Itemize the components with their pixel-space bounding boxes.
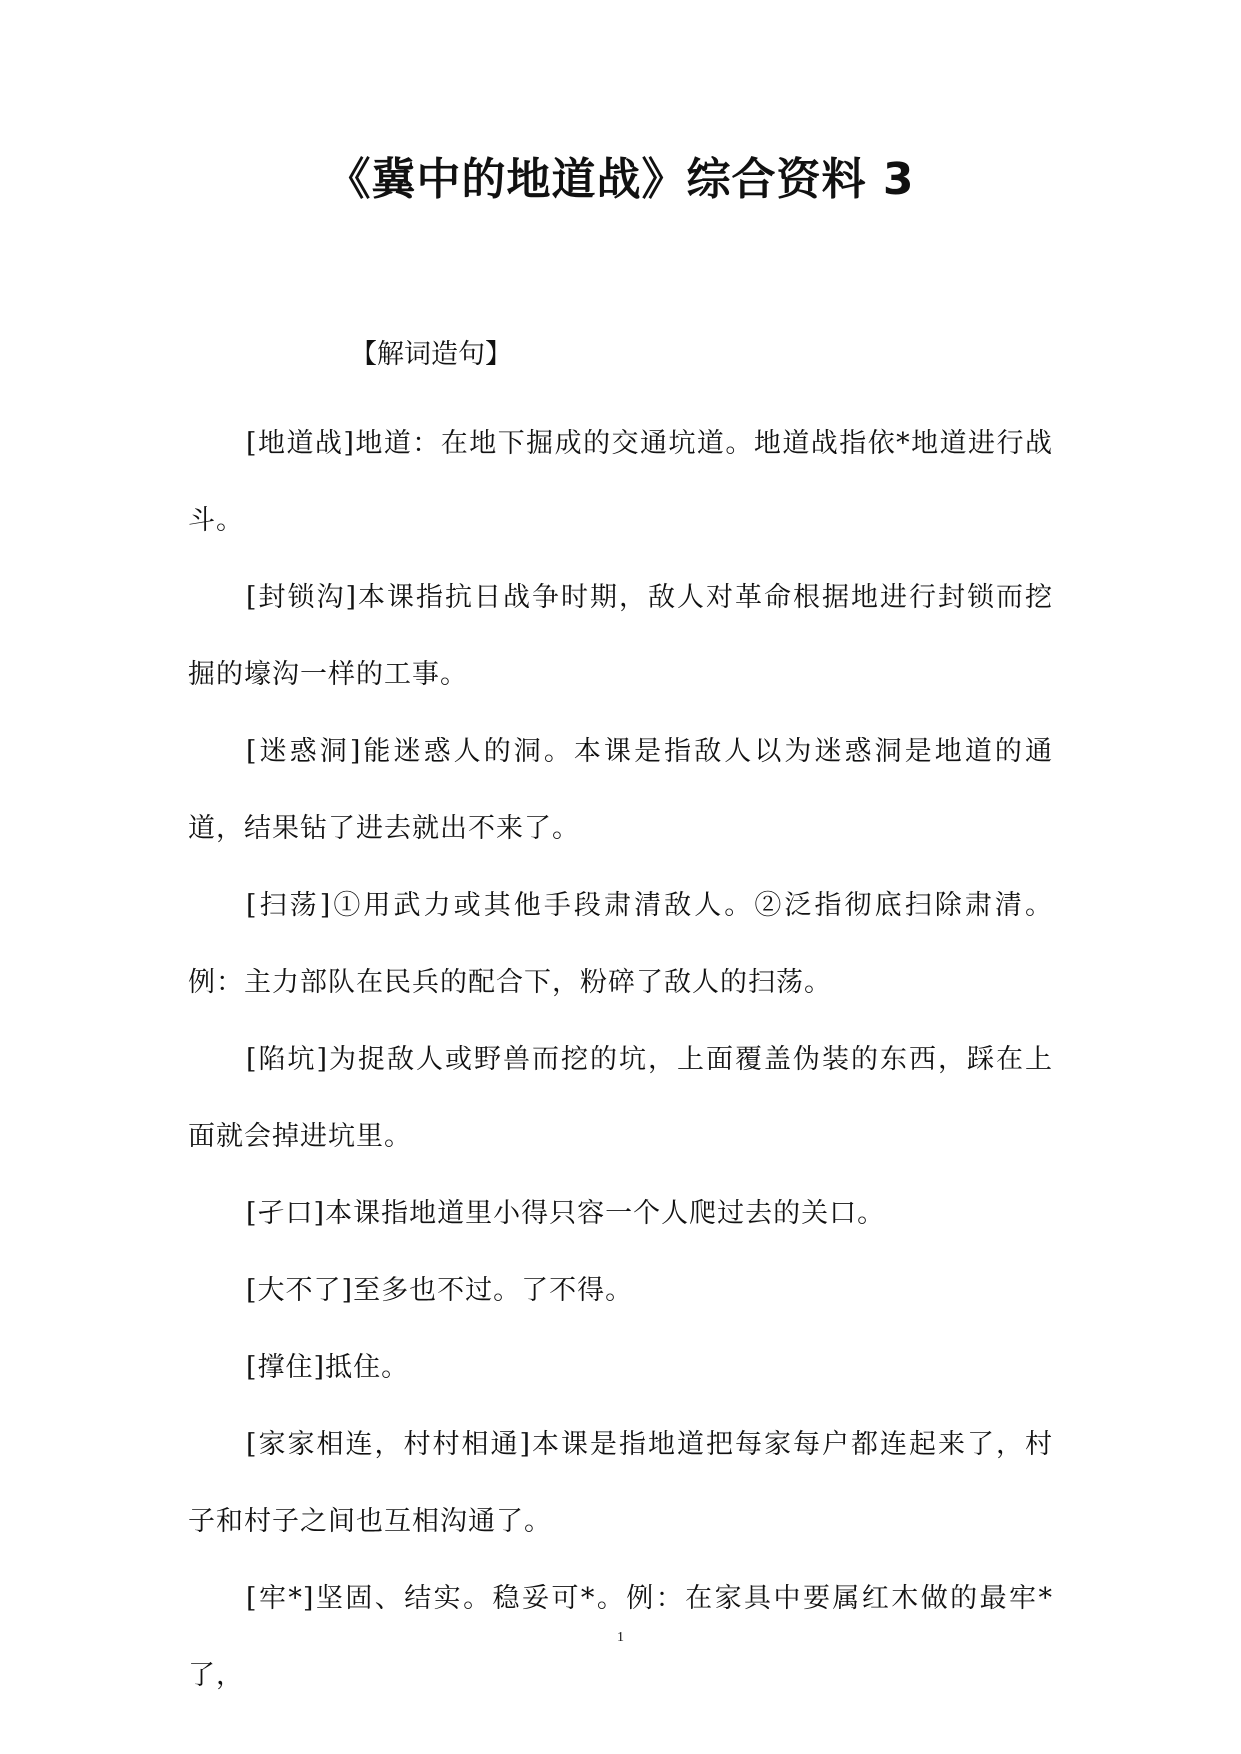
paragraph-saodang: [扫荡]①用武力或其他手段肃清敌人。②泛指彻底扫除肃清。例：主力部队在民兵的配合下，粉碎了敌人的扫荡。 (188, 890, 1053, 998)
page-title: 《冀中的地道战》综合资料 3 (326, 154, 915, 205)
section-heading: 【解词造句】 (350, 339, 512, 370)
paragraph-mihuodong: [迷惑洞]能迷惑人的洞。本课是指敌人以为迷惑洞是地道的通道，结果钻了进去就出不来了。 (188, 736, 1053, 844)
paragraph-dabuliao: [大不了]至多也不过。了不得。 (246, 1275, 634, 1306)
paragraph-dixiaozhan: [地道战]地道：在地下掘成的交通坑道。地道战指依*地道进行战斗。 (188, 428, 1053, 536)
page-number: 1 (617, 1630, 624, 1645)
body-text (188, 405, 1053, 1714)
paragraph-jiekou: [孑口]本课指地道里小得只容一个人爬过去的关口。 (246, 1198, 886, 1229)
paragraph-xiankeng: [陷坑]为捉敌人或野兽而挖的坑，上面覆盖伪装的东西，踩在上面就会掉进坑里。 (188, 1044, 1053, 1152)
paragraph-fengsuogou: [封锁沟]本课指抗日战争时期，敌人对革命根据地进行封锁而挖掘的壕沟一样的工事。 (188, 582, 1053, 690)
paragraph-chengzhu: [撑住]抵住。 (246, 1352, 410, 1383)
paragraph-lao: [牢*]坚固、结实。稳妥可*。例：在家具中要属红木做的最牢*了， (188, 1583, 1053, 1691)
paragraph-jiajiaxianglian: [家家相连，村村相通]本课是指地道把每家每户都连起来了，村子和村子之间也互相沟通了。 (188, 1429, 1053, 1537)
